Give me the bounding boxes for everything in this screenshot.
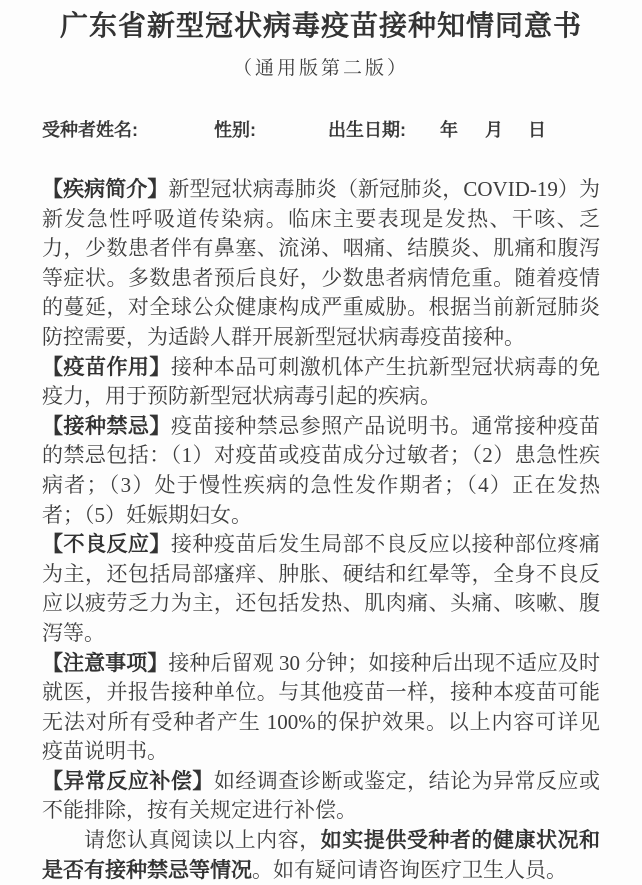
section-adverse-reactions bbox=[42, 530, 600, 648]
section-text: 接种本品可刺激机体产生抗新型冠状病毒的免疫力，用于预防新型冠状病毒引起的疾病。 bbox=[42, 354, 601, 409]
section-heading: 【注意事项】 bbox=[42, 650, 169, 675]
section-disease-intro bbox=[42, 175, 600, 353]
section-text: 如经调查诊断或鉴定，结论为异常反应或不能排除，按有关规定进行补偿。 bbox=[42, 768, 601, 823]
year-label: 年 bbox=[440, 120, 458, 140]
section-heading: 【接种禁忌】 bbox=[42, 413, 171, 438]
document-title: 广东省新型冠状病毒疫苗接种知情同意书 bbox=[59, 10, 582, 41]
closing-paragraph bbox=[42, 826, 600, 885]
section-text: 新型冠状病毒肺炎（新冠肺炎，COVID-19）为新发急性呼吸道传染病。临床主要表现是发热、干咳、乏力，少数患者伴有鼻塞、流涕、咽痛、结膜炎、肌痛和腹泻等症状。多数患者预后良好，少数患者病情危重。随着疫情的蔓延，对全球公众健康构成严重威胁。根据当前新冠肺炎防控需要，为适龄人群开展新型冠状病毒疫苗接种。 bbox=[42, 177, 601, 349]
patient-info-row bbox=[42, 116, 600, 142]
month-label: 月 bbox=[485, 120, 503, 140]
section-heading: 【异常反应补偿】 bbox=[42, 768, 214, 793]
document-body bbox=[42, 175, 600, 885]
section-heading: 【不良反应】 bbox=[42, 532, 171, 557]
closing-text-bold: 如实提供受种者的健康状况和是否有接种禁忌等情况 bbox=[42, 828, 601, 882]
section-heading: 【疾病简介】 bbox=[42, 177, 169, 201]
birth-date-label: 出生日期: bbox=[328, 120, 406, 140]
section-text: 接种后留观 30 分钟；如接种后出现不适应及时就医，并报告接种单位。与其他疫苗一样，接种本疫苗可能无法对所有受种者产生 100%的保护效果。以上内容可详见疫苗说明书。 bbox=[42, 650, 601, 764]
section-text: 疫苗接种禁忌参照产品说明书。通常接种疫苗的禁忌包括：（1）对疫苗或疫苗成分过敏者；（2）患急性疾病者；（3）处于慢性疾病的急性发作期者；（4）正在发热者；（5）妊娠期妇女。 bbox=[42, 413, 601, 527]
gender-label: 性别: bbox=[214, 120, 256, 140]
section-vaccine-effect bbox=[42, 353, 600, 412]
document-subtitle: （通用版第二版） bbox=[232, 58, 409, 79]
closing-text-normal: 。如有疑问请咨询医疗卫生人员。 bbox=[252, 857, 567, 882]
closing-text-normal: 请您认真阅读以上内容， bbox=[84, 828, 321, 853]
day-label: 日 bbox=[528, 120, 546, 140]
patient-name-label: 受种者姓名: bbox=[42, 120, 138, 140]
section-compensation bbox=[42, 767, 600, 826]
section-contraindications bbox=[42, 412, 600, 530]
section-precautions bbox=[42, 649, 600, 767]
section-text: 接种疫苗后发生局部不良反应以接种部位疼痛为主，还包括局部瘙痒、肿胀、硬结和红晕等，全身不良反应以疲劳乏力为主，还包括发热、肌肉痛、头痛、咳嗽、腹泻等。 bbox=[42, 532, 601, 645]
section-heading: 【疫苗作用】 bbox=[42, 354, 171, 379]
